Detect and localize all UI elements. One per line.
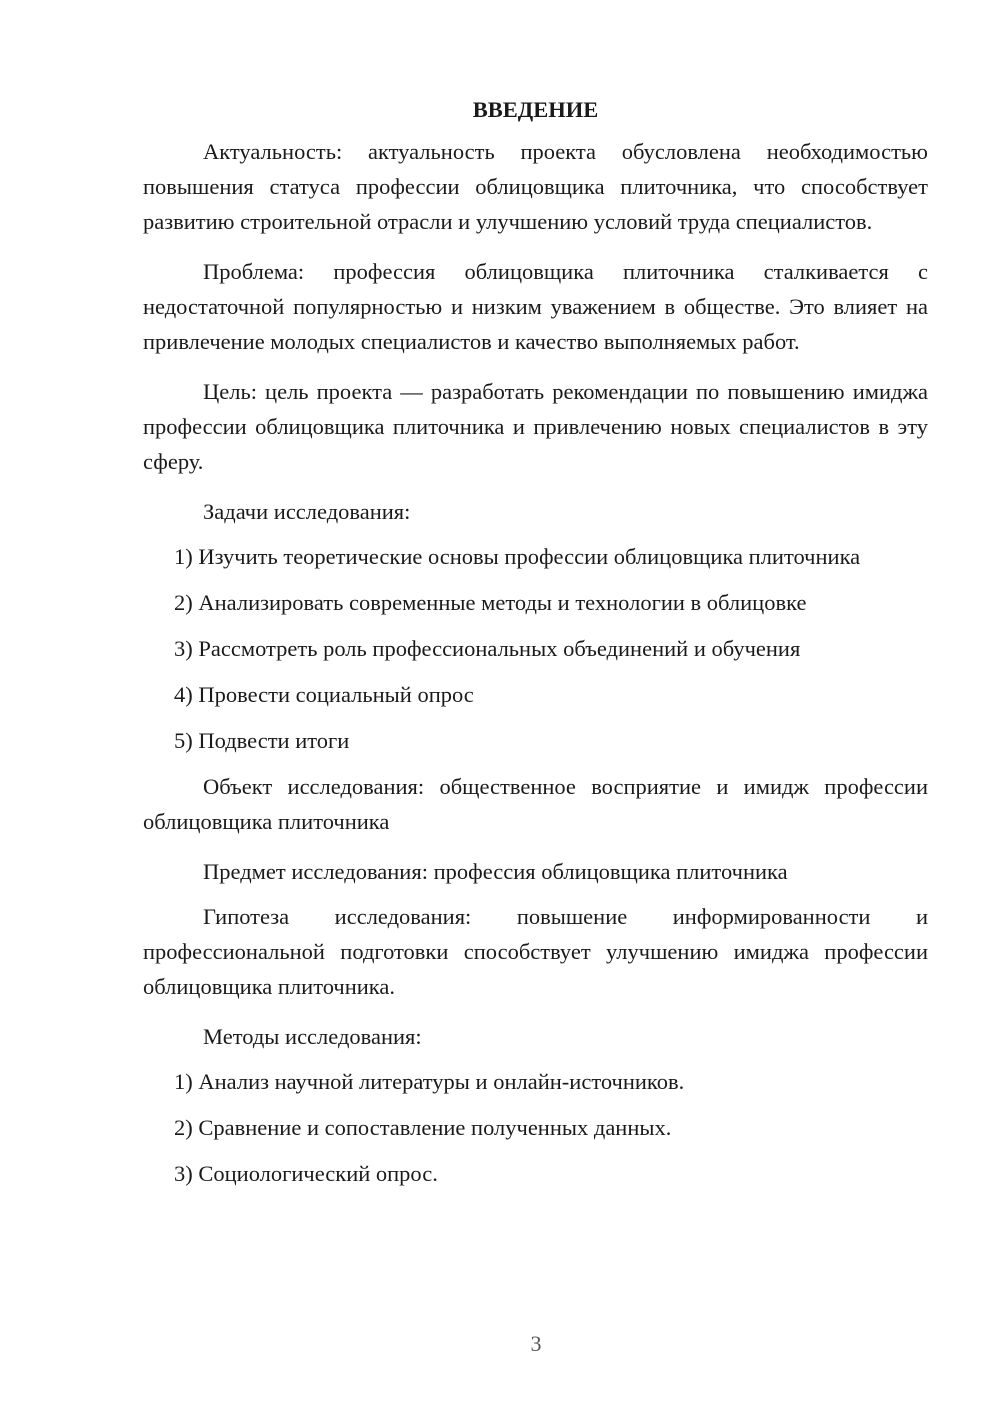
task-item-5: 5) Подвести итоги [174,728,350,753]
problem-paragraph: Проблема: профессия облицовщика плиточника сталкивается с недостаточной популярностью и низким уважением в обществе. Это влияет на привлечение молодых специалистов и качество выполняемых работ. [143,259,928,354]
object-paragraph: Объект исследования: общественное восприятие и имидж профессии облицовщика плиточника [143,774,928,834]
method-item-1: 1) Анализ научной литературы и онлайн-источников. [174,1069,685,1094]
relevance-paragraph: Актуальность: актуальность проекта обусловлена необходимостью повышения статуса профессии облицовщика плиточника, что способствует развитию строительной отрасли и улучшению условий труда специалистов. [143,139,928,234]
task-item-3: 3) Рассмотреть роль профессиональных объединений и обучения [174,636,801,661]
goal-paragraph: Цель: цель проекта — разработать рекомендации по повышению имиджа профессии облицовщика плиточника и привлечению новых специалистов в эту сферу. [143,379,928,474]
subject-paragraph: Предмет исследования: профессия облицовщика плиточника [203,859,788,884]
document-page [143,92,928,1202]
methods-heading: Методы исследования: [203,1024,422,1049]
method-item-2: 2) Сравнение и сопоставление полученных данных. [174,1115,672,1140]
hypothesis-paragraph: Гипотеза исследования: повышение информированности и профессиональной подготовки способствует улучшению имиджа профессии облицовщика плиточника. [143,904,928,999]
task-item-4: 4) Провести социальный опрос [174,682,474,707]
task-item-1: 1) Изучить теоретические основы профессии облицовщика плиточника [174,544,861,569]
section-title: ВВЕДЕНИЕ [472,97,599,122]
method-item-3: 3) Социологический опрос. [174,1161,438,1186]
page-number: 3 [530,1331,542,1356]
tasks-heading: Задачи исследования: [203,499,411,524]
task-item-2: 2) Анализировать современные методы и технологии в облицовке [174,590,807,615]
